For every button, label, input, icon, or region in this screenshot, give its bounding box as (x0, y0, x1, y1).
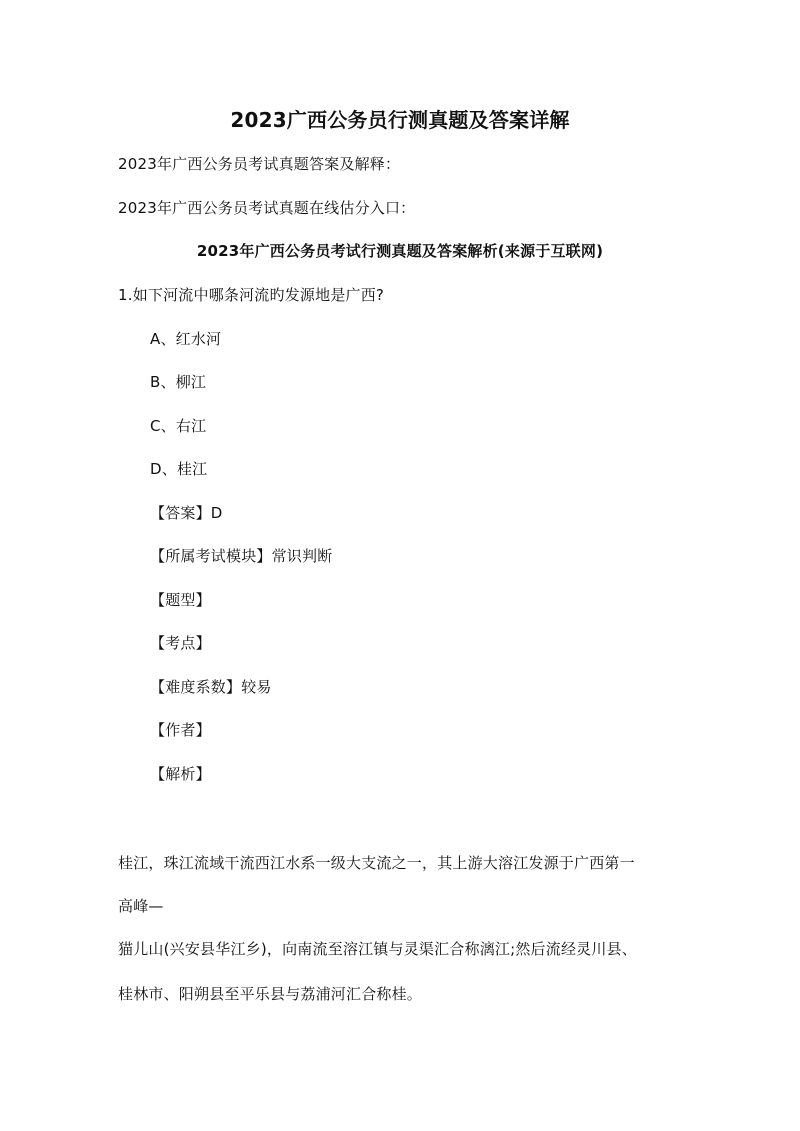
explanation-line-1: 桂江，珠江流域干流西江水系一级大支流之一，其上游大溶江发源于广西第一 (118, 854, 635, 872)
option-c: C、右江 (150, 417, 207, 435)
explanation-line-3: 猫儿山(兴安县华江乡)，向南流至溶江镇与灵渠汇合称漓江;然后流经灵川县、 (118, 940, 637, 958)
answer-line: 【答案】D (150, 504, 223, 522)
difficulty-line: 【难度系数】较易 (150, 678, 272, 696)
explanation-line-4: 桂林市、阳朔县至平乐县与荔浦河汇合称桂。 (118, 985, 423, 1003)
author-line: 【作者】 (150, 721, 211, 739)
intro-scoring-entry-line: 2023年广西公务员考试真题在线估分入口： (118, 199, 416, 217)
type-line: 【题型】 (150, 591, 211, 609)
option-b: B、柳江 (150, 373, 207, 391)
explanation-line-2: 高峰— (118, 897, 164, 915)
document-title: 2023广西公务员行测真题及答案详解 (230, 108, 570, 132)
section-title: 2023年广西公务员考试行测真题及答案解析(来源于互联网) (196, 242, 604, 260)
option-a: A、红水河 (150, 330, 222, 348)
point-line: 【考点】 (150, 634, 211, 652)
module-line: 【所属考试模块】常识判断 (150, 547, 333, 565)
option-d: D、桂江 (150, 460, 208, 478)
question-text: 1.如下河流中哪条河流旳发源地是广西? (118, 286, 385, 304)
intro-answers-line: 2023年广西公务员考试真题答案及解释： (118, 155, 401, 173)
analysis-line: 【解析】 (150, 765, 211, 783)
